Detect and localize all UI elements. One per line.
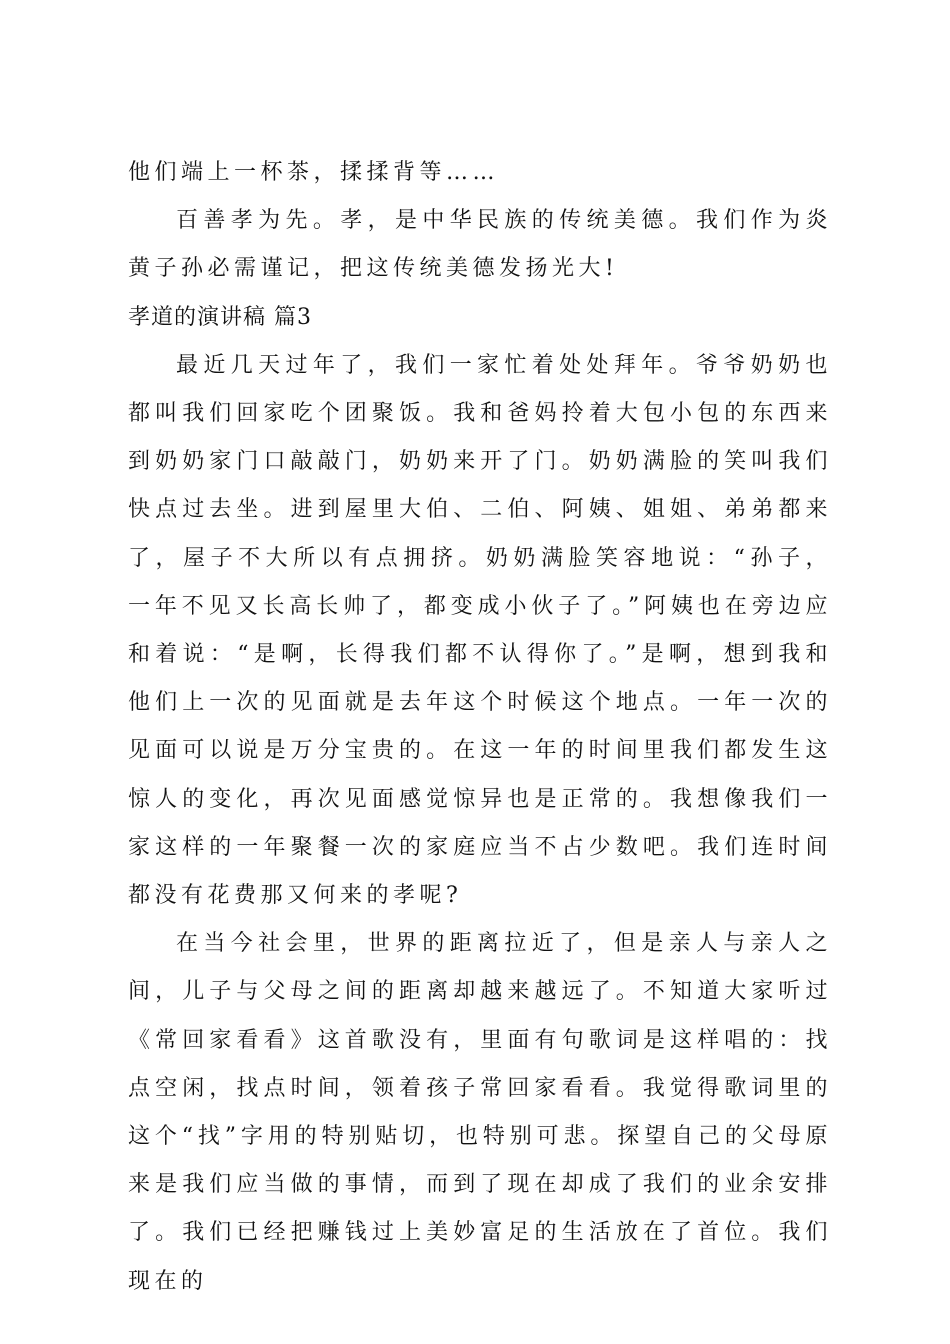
paragraph-modern-society: 在当今社会里，世界的距离拉近了，但是亲人与亲人之间，儿子与父母之间的距离却越来越远了。不知道大家听过《常回家看看》这首歌没有，里面有句歌词是这样唱的：找点空闲，找点时间，领着孩子常回家看看。我觉得歌词里的这个“找”字用的特别贴切，也特别可悲。探望自己的父母原来是我们应当做的事情，而到了现在却成了我们的业余安排了。我们已经把赚钱过上美妙富足的生活放在了首位。我们现在的: [128, 931, 832, 1294]
section-heading: 孝道的演讲稿 篇3: [128, 304, 312, 330]
paragraph-filial-virtue: 百善孝为先。孝，是中华民族的传统美德。我们作为炎黄子孙必需谨记，把这传统美德发扬光大!: [128, 208, 832, 282]
document-body: [128, 149, 832, 1306]
paragraph-continuation: 他们端上一杯茶，揉揉背等……: [128, 160, 500, 185]
paragraph-new-year-visit: 最近几天过年了，我们一家忙着处处拜年。爷爷奶奶也都叫我们回家吃个团聚饭。我和爸妈拎着大包小包的东西来到奶奶家门口敲敲门，奶奶来开了门。奶奶满脸的笑叫我们快点过去坐。进到屋里大伯、二伯、阿姨、姐姐、弟弟都来了，屋子不大所以有点拥挤。奶奶满脸笑容地说：“孙子，一年不见又长高长帅了，都变成小伙子了。”阿姨也在旁边应和着说：“是啊，长得我们都不认得你了。”是啊，想到我和他们上一次的见面就是去年这个时候这个地点。一年一次的见面可以说是万分宝贵的。在这一年的时间里我们都发生这惊人的变化，再次见面感觉惊异也是正常的。我想像我们一家这样的一年聚餐一次的家庭应当不占少数吧。我们连时间都没有花费那又何来的孝呢?: [128, 352, 832, 909]
